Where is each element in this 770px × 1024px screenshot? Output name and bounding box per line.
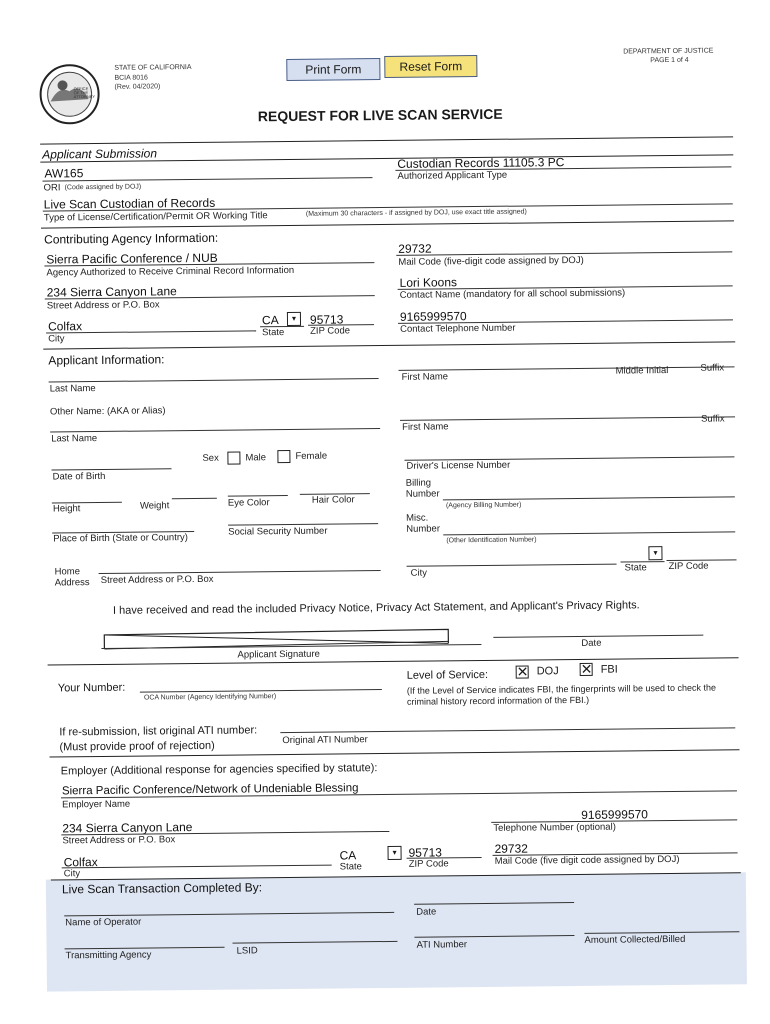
city-value[interactable]: Colfax bbox=[47, 319, 83, 334]
seal-text: OFFICE OF THE ATTORNEY bbox=[73, 86, 96, 100]
sex-label: Sex bbox=[202, 452, 219, 464]
city-label: City bbox=[48, 333, 65, 345]
fbi-label: FBI bbox=[600, 663, 618, 676]
applicant-info-heading: Applicant Information: bbox=[48, 352, 165, 368]
amount-collected-label: Amount Collected/Billed bbox=[584, 933, 686, 946]
billing-label: Billing bbox=[405, 477, 432, 489]
employer-zip-value[interactable]: 95713 bbox=[408, 845, 443, 860]
misc-label: Misc. bbox=[406, 512, 429, 524]
height-label: Height bbox=[52, 503, 81, 515]
print-form-button[interactable]: Print Form bbox=[286, 58, 380, 81]
contributing-agency-heading: Contributing Agency Information: bbox=[44, 230, 219, 247]
ori-label: ORI bbox=[43, 182, 61, 194]
home-state-dropdown[interactable] bbox=[648, 546, 662, 560]
chevron-down-icon: ▾ bbox=[392, 847, 397, 857]
checkmark-x-icon: ✕ bbox=[516, 663, 529, 680]
privacy-statement: I have received and read the included Privacy Notice, Privacy Act Statement, and Applicant's Privacy Rights. bbox=[112, 599, 640, 617]
misc-sublabel: (Other Identification Number) bbox=[446, 536, 537, 545]
license-label: Type of License/Certification/Permit OR Working Title bbox=[43, 210, 268, 224]
street-label: Street Address or P.O. Box bbox=[46, 299, 160, 312]
hair-color-label: Hair Color bbox=[311, 494, 355, 506]
employer-phone-label: Telephone Number (optional) bbox=[493, 821, 616, 834]
employer-street-label: Street Address or P.O. Box bbox=[62, 834, 176, 847]
home-zip-label: ZIP Code bbox=[668, 560, 709, 573]
female-label: Female bbox=[295, 450, 328, 462]
middle-initial-label: Middle Initial bbox=[615, 365, 669, 377]
chevron-down-icon: ▾ bbox=[653, 548, 658, 558]
signature-label: Applicant Signature bbox=[237, 648, 320, 661]
state-dropdown[interactable] bbox=[287, 312, 301, 326]
agency-label: Agency Authorized to Receive Criminal Record Information bbox=[46, 264, 295, 279]
employer-phone-value[interactable]: 9165999570 bbox=[581, 807, 649, 822]
doj-checkbox[interactable] bbox=[516, 663, 529, 680]
home-city-label: City bbox=[410, 567, 428, 579]
page-number: PAGE 1 of 4 bbox=[650, 56, 689, 65]
contact-name-label: Contact Name (mandatory for all school submissions) bbox=[399, 287, 626, 301]
first-name-label: First Name bbox=[401, 371, 449, 383]
fbi-note-line2: criminal history record information of the FBI.) bbox=[406, 694, 590, 707]
home-street-label: Street Address or P.O. Box bbox=[100, 573, 214, 586]
male-checkbox[interactable] bbox=[227, 452, 240, 465]
chevron-down-icon: ▾ bbox=[291, 313, 297, 323]
operator-label: Name of Operator bbox=[65, 916, 142, 929]
employer-state-value[interactable]: CA bbox=[339, 848, 357, 863]
fbi-checkbox[interactable] bbox=[580, 660, 593, 677]
employer-heading: Employer (Additional response for agencies specified by statute): bbox=[60, 762, 378, 778]
aka-last-name-label: Last Name bbox=[51, 433, 98, 445]
home-label: Home bbox=[54, 566, 81, 578]
lsid-label: LSID bbox=[236, 945, 258, 957]
dob-label: Date of Birth bbox=[52, 470, 106, 483]
completed-date-label: Date bbox=[416, 906, 437, 918]
ori-sublabel: (Code assigned by DOJ) bbox=[64, 183, 142, 192]
form-title: REQUEST FOR LIVE SCAN SERVICE bbox=[257, 105, 503, 125]
employer-name-value[interactable]: Sierra Pacific Conference/Network of Undeniable Blessing bbox=[61, 782, 359, 798]
employer-state-label: State bbox=[339, 861, 362, 873]
address-label: Address bbox=[54, 577, 90, 589]
resubmission-label: If re-submission, list original ATI number: bbox=[59, 724, 258, 739]
zip-value[interactable]: 95713 bbox=[309, 312, 344, 327]
male-label: Male bbox=[245, 452, 267, 464]
last-name-label: Last Name bbox=[49, 383, 96, 395]
employer-mail-code-value[interactable]: 29732 bbox=[494, 841, 528, 856]
oca-sublabel: OCA Number (Agency Identifying Number) bbox=[143, 693, 277, 702]
billing-sublabel: (Agency Billing Number) bbox=[445, 501, 522, 510]
employer-mail-code-label: Mail Code (five digit code assigned by DOJ) bbox=[494, 853, 680, 867]
state-label: State bbox=[262, 327, 285, 339]
department-of-justice: DEPARTMENT OF JUSTICE bbox=[623, 47, 714, 56]
completed-by-heading: Live Scan Transaction Completed By: bbox=[61, 880, 263, 897]
original-ati-label: Original ATI Number bbox=[282, 734, 368, 747]
level-of-service-label: Level of Service: bbox=[406, 668, 489, 682]
ori-value[interactable]: AW165 bbox=[44, 166, 84, 181]
form-number: BCIA 8016 bbox=[114, 74, 148, 82]
place-of-birth-label: Place of Birth (State or Country) bbox=[53, 532, 188, 545]
agency-value[interactable]: Sierra Pacific Conference / NUB bbox=[46, 250, 218, 267]
home-state-label: State bbox=[624, 562, 647, 574]
ssn-label: Social Security Number bbox=[228, 525, 328, 538]
employer-street-value[interactable]: 234 Sierra Canyon Lane bbox=[62, 820, 193, 836]
transmitting-agency-label: Transmitting Agency bbox=[65, 949, 152, 962]
drivers-license-label: Driver's License Number bbox=[406, 459, 511, 472]
privacy-date-label: Date bbox=[581, 637, 602, 649]
doj-label: DOJ bbox=[536, 665, 559, 678]
contact-name-value[interactable]: Lori Koons bbox=[399, 275, 458, 290]
authorized-type-value[interactable]: Custodian Records 11105.3 PC bbox=[397, 155, 565, 171]
zip-label: ZIP Code bbox=[310, 325, 351, 337]
employer-city-value[interactable]: Colfax bbox=[63, 855, 98, 870]
applicant-submission-heading: Applicant Submission bbox=[42, 146, 158, 162]
license-note: (Maximum 30 characters - if assigned by DOJ, use exact title assigned) bbox=[305, 208, 527, 218]
aka-suffix-label: Suffix bbox=[700, 413, 725, 425]
eye-color-label: Eye Color bbox=[227, 497, 270, 509]
contact-phone-label: Contact Telephone Number bbox=[400, 322, 516, 335]
resubmission-note: (Must provide proof of rejection) bbox=[59, 739, 215, 754]
mail-code-label: Mail Code (five-digit code assigned by DOJ) bbox=[398, 254, 584, 268]
license-value[interactable]: Live Scan Custodian of Records bbox=[43, 195, 216, 212]
female-checkbox[interactable] bbox=[277, 450, 290, 463]
weight-label: Weight bbox=[139, 500, 170, 512]
authorized-type-label: Authorized Applicant Type bbox=[397, 169, 508, 182]
employer-state-dropdown[interactable] bbox=[387, 846, 401, 860]
reset-form-button[interactable]: Reset Form bbox=[384, 55, 477, 78]
billing-number-label: Number bbox=[405, 488, 440, 500]
employer-name-label: Employer Name bbox=[61, 798, 131, 811]
mail-code-value[interactable]: 29732 bbox=[398, 241, 432, 256]
aka-first-name-label: First Name bbox=[402, 421, 449, 433]
checkmark-x-icon: ✕ bbox=[580, 660, 593, 677]
employer-city-label: City bbox=[63, 868, 81, 880]
other-name-label: Other Name: (AKA or Alias) bbox=[49, 405, 166, 418]
suffix-label: Suffix bbox=[700, 362, 725, 374]
fbi-note-line1: (If the Level of Service indicates FBI, the fingerprints will be used to check the bbox=[406, 682, 717, 696]
contact-phone-value[interactable]: 9165999570 bbox=[399, 309, 467, 324]
misc-number-label: Number bbox=[406, 523, 441, 535]
state-of-california: STATE OF CALIFORNIA bbox=[114, 64, 192, 72]
ati-number-label: ATI Number bbox=[416, 939, 468, 951]
form-revision: (Rev. 04/2020) bbox=[114, 83, 161, 91]
state-value[interactable]: CA bbox=[261, 313, 279, 328]
street-value[interactable]: 234 Sierra Canyon Lane bbox=[46, 284, 177, 300]
your-number-label: Your Number: bbox=[57, 681, 126, 695]
employer-zip-label: ZIP Code bbox=[408, 858, 449, 870]
